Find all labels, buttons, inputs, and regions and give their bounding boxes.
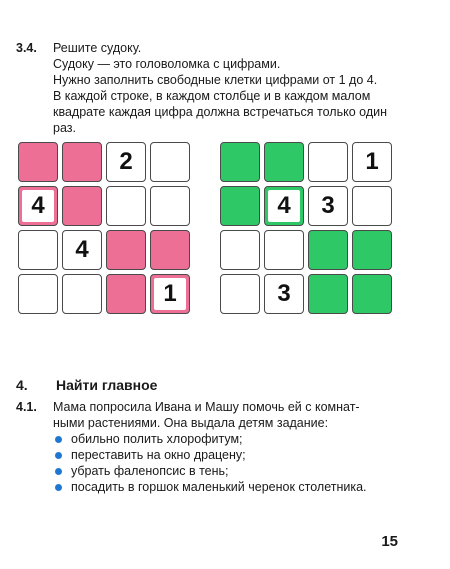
sudoku-cell[interactable] <box>150 186 190 226</box>
sudoku-cell[interactable] <box>62 186 102 226</box>
sudoku-cell: 1 <box>352 142 392 182</box>
sudoku-cell[interactable] <box>352 230 392 270</box>
task-line: Решите судоку. <box>53 41 142 55</box>
section-number: 4. <box>16 377 28 393</box>
sudoku-cell[interactable] <box>18 274 58 314</box>
sudoku-cell[interactable] <box>220 230 260 270</box>
sudoku-cell[interactable] <box>150 230 190 270</box>
sudoku-pink-grid <box>16 140 198 322</box>
sudoku-cell[interactable] <box>352 186 392 226</box>
sudoku-cell[interactable] <box>220 142 260 182</box>
sudoku-cell: 1 <box>150 274 190 314</box>
sudoku-cell[interactable] <box>106 274 146 314</box>
sudoku-cell[interactable] <box>18 230 58 270</box>
sudoku-cell: 3 <box>308 186 348 226</box>
sudoku-cell: 2 <box>106 142 146 182</box>
sudoku-cell[interactable] <box>352 274 392 314</box>
page-number: 15 <box>381 533 398 550</box>
task-line: квадрате каждая цифра должна встречаться только один <box>53 105 387 119</box>
sudoku-cell[interactable] <box>220 186 260 226</box>
task-text <box>53 399 416 495</box>
sudoku-green-grid <box>218 140 400 322</box>
sudoku-cell[interactable] <box>150 142 190 182</box>
list-item: переставить на окно драцену; <box>53 447 416 463</box>
task-line: В каждой строке, в каждом столбце и в каждом малом <box>53 89 371 103</box>
sudoku-cell: 4 <box>62 230 102 270</box>
sudoku-cell[interactable] <box>220 274 260 314</box>
sudoku-cell: 4 <box>18 186 58 226</box>
sudoku-cell[interactable] <box>264 230 304 270</box>
task-text <box>53 40 416 136</box>
task-4-1 <box>16 399 416 495</box>
sudoku-cell[interactable] <box>308 274 348 314</box>
task-number: 3.4. <box>16 41 37 55</box>
sudoku-cell[interactable] <box>308 142 348 182</box>
sudoku-cell[interactable] <box>264 142 304 182</box>
task-line: ными растениями. Она выдала детям задание: <box>53 416 329 430</box>
sudoku-cell[interactable] <box>308 230 348 270</box>
task-line: Нужно заполнить свободные клетки цифрами от 1 до 4. <box>53 73 378 87</box>
sudoku-cell[interactable] <box>18 142 58 182</box>
sudoku-cell: 4 <box>264 186 304 226</box>
sudoku-cell[interactable] <box>106 186 146 226</box>
task-3-4 <box>16 40 416 136</box>
section-title-text: Найти главное <box>56 377 158 393</box>
task-line: раз. <box>53 121 76 135</box>
sudoku-cell[interactable] <box>62 142 102 182</box>
task-line: Судоку — это головоломка с цифрами. <box>53 57 281 71</box>
task-number: 4.1. <box>16 400 37 414</box>
sudoku-cell[interactable] <box>62 274 102 314</box>
list-item: обильно полить хлорофитум; <box>53 431 416 447</box>
bullet-list <box>53 431 416 495</box>
task-line: Мама попросила Ивана и Машу помочь ей с комнат- <box>53 400 360 414</box>
list-item: посадить в горшок маленький черенок столетника. <box>53 479 416 495</box>
sudoku-cell[interactable] <box>106 230 146 270</box>
list-item: убрать фаленопсис в тень; <box>53 463 416 479</box>
sudoku-cell: 3 <box>264 274 304 314</box>
section-heading <box>16 377 157 393</box>
